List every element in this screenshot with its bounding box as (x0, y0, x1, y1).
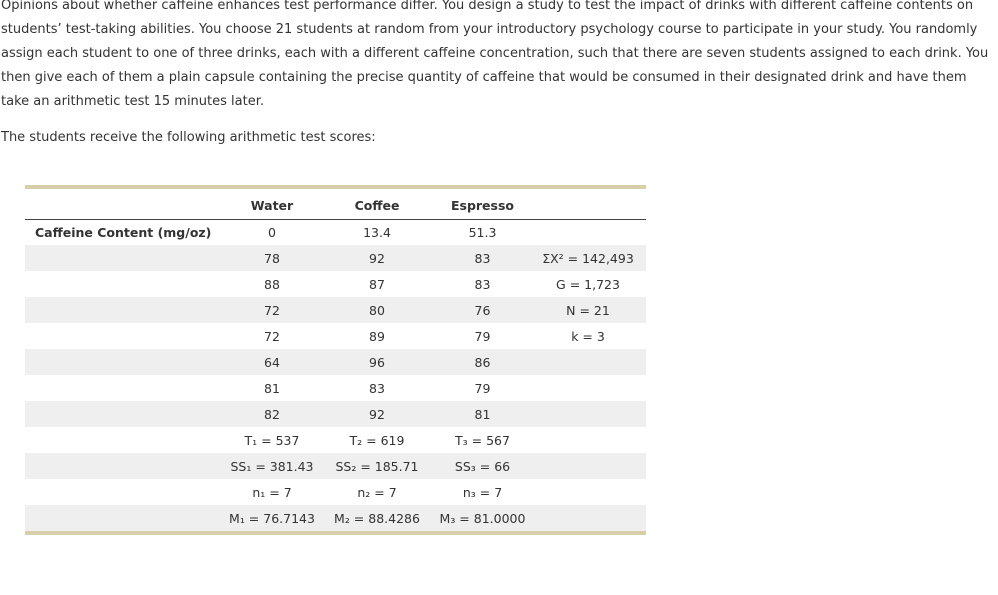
table-row (25, 323, 646, 349)
cell-water: 64 (225, 349, 319, 375)
cell-summary: N = 21 (530, 297, 646, 323)
cell-espresso: M₃ = 81.0000 (435, 505, 530, 531)
cell-summary (530, 479, 646, 505)
cell-coffee: 92 (319, 245, 435, 271)
cell-summary: G = 1,723 (556, 276, 620, 292)
table-header-row (25, 189, 646, 220)
cell-summary (530, 505, 646, 531)
cell-water: 88 (264, 276, 280, 292)
cell-summary (530, 427, 646, 453)
cell-water: n₁ = 7 (252, 484, 292, 500)
row-label (25, 375, 225, 401)
table-lead-text: The students receive the following arithmetic test scores: (1, 130, 376, 145)
header-summary (530, 189, 646, 220)
table-row (25, 349, 646, 375)
cell-espresso: SS₃ = 66 (435, 453, 530, 479)
cell-water: M₁ = 76.7143 (225, 505, 319, 531)
cell-espresso: 83 (435, 245, 530, 271)
cell-espresso: n₃ = 7 (462, 484, 503, 500)
cell-water: 81 (264, 380, 280, 396)
table-row (25, 401, 646, 427)
table-row-means (25, 505, 646, 531)
cell-espresso: 79 (474, 380, 491, 396)
row-label: Caffeine Content (mg/oz) (35, 225, 212, 240)
cell-summary (530, 453, 646, 479)
row-label (25, 271, 225, 297)
cell-coffee: 83 (369, 380, 385, 396)
table-row-caffeine-content (25, 220, 646, 246)
cell-summary: ΣX² = 142,493 (530, 245, 646, 271)
header-coffee: Coffee (354, 197, 400, 213)
cell-water: 0 (268, 225, 276, 240)
row-label (25, 453, 225, 479)
row-label (25, 297, 225, 323)
cell-water: 78 (225, 245, 319, 271)
table-row (25, 271, 646, 297)
cell-coffee: 87 (369, 276, 385, 292)
cell-coffee: 96 (319, 349, 435, 375)
table-row-sum-of-squares (25, 453, 646, 479)
cell-espresso: 76 (435, 297, 530, 323)
cell-coffee: 89 (369, 328, 385, 344)
cell-coffee: n₂ = 7 (357, 484, 397, 500)
header-espresso: Espresso (450, 197, 515, 213)
cell-water: 72 (264, 328, 280, 344)
cell-water: 82 (225, 401, 319, 427)
intro-paragraph: Opinions about whether caffeine enhances test performance differ. You design a study to test the impact of drinks with different caffeine contents on students’ test-taking abilities. You choose 21 students at random from your introductory psychology course to participate in your study. You randomly assign each student to one of three drinks, each with a different caffeine concentration, such that there are seven students assigned to each drink. You then give each of them a plain capsule containing the precise quantity of caffeine that would be consumed in their designated drink and have them take an arithmetic test 15 minutes later. (1, 0, 989, 109)
scores-table-container (25, 185, 646, 535)
header-empty (25, 189, 225, 220)
cell-coffee: M₂ = 88.4286 (319, 505, 435, 531)
cell-water: 72 (225, 297, 319, 323)
cell-coffee: 80 (319, 297, 435, 323)
cell-water: T₁ = 537 (244, 432, 300, 448)
row-label (25, 401, 225, 427)
cell-summary (530, 375, 646, 401)
cell-espresso: 79 (474, 328, 491, 344)
table-row (25, 375, 646, 401)
cell-summary (530, 401, 646, 427)
header-water: Water (250, 197, 294, 213)
row-label (25, 349, 225, 375)
row-label (25, 479, 225, 505)
table-row (25, 297, 646, 323)
cell-espresso: 86 (435, 349, 530, 375)
cell-coffee: T₂ = 619 (349, 432, 405, 448)
scores-table (25, 189, 646, 531)
table-row-totals (25, 427, 646, 453)
row-label (25, 245, 225, 271)
table-row (25, 245, 646, 271)
cell-espresso: 83 (474, 276, 491, 292)
row-label (25, 505, 225, 531)
cell-espresso: 81 (435, 401, 530, 427)
cell-coffee: 92 (319, 401, 435, 427)
cell-espresso: T₃ = 567 (455, 432, 510, 448)
cell-summary (530, 349, 646, 375)
cell-coffee: SS₂ = 185.71 (319, 453, 435, 479)
cell-summary: k = 3 (571, 328, 605, 344)
cell-espresso: 51.3 (468, 225, 497, 240)
cell-summary (530, 220, 646, 246)
cell-coffee: 13.4 (363, 225, 391, 240)
cell-water: SS₁ = 381.43 (225, 453, 319, 479)
row-label (25, 427, 225, 453)
row-label (25, 323, 225, 349)
table-row-sample-sizes (25, 479, 646, 505)
